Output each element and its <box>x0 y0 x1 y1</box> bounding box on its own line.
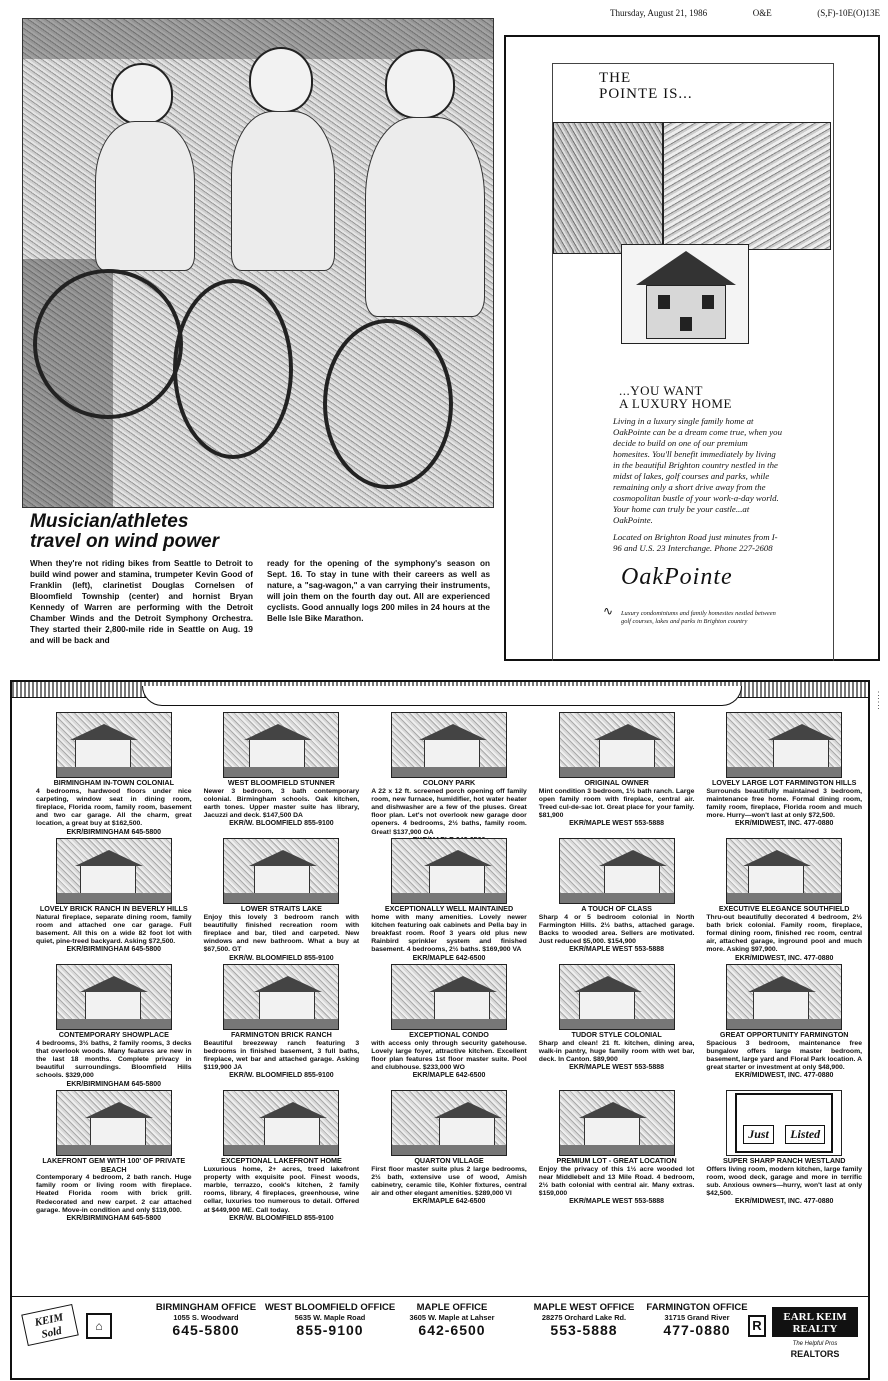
listing-description: 4 bedrooms, hardwood floors under nice carpeting, window seat in dining room, fireplace, Florida room, family room, basement and two car garage. All the charm, great location, a great buy at $162,500. <box>36 787 192 828</box>
listing-card <box>204 838 360 962</box>
header-page: (S,F)-10E(O)13E <box>817 8 880 18</box>
listing-card <box>371 712 527 836</box>
office-farmington <box>642 1303 752 1338</box>
office-name: MAPLE OFFICE <box>416 1302 488 1313</box>
listing-description: Enjoy the privacy of this 1½ acre wooded lot near Middlebelt and 13 Mile Road. 4 bedroom, 2½ bath colonial with central air. Many extras. $159,000 <box>538 1165 695 1198</box>
listing-grid <box>36 712 862 1223</box>
listing-card <box>539 1090 695 1214</box>
decorative-arch <box>142 686 742 706</box>
listing-title: BIRMINGHAM IN-TOWN COLONIAL <box>53 778 175 787</box>
house-photo <box>56 1090 172 1156</box>
house-photo <box>391 964 507 1030</box>
listing-title: A TOUCH OF CLASS <box>581 904 652 913</box>
office-address: 28275 Orchard Lake Rd. <box>541 1313 627 1322</box>
listing-description: Surrounds beautifully maintained 3 bedroom, maintenance free home. Formal dining room, family room, fireplace, Florida room and much more. Hurry—won't last at only $72,500. <box>706 787 862 820</box>
oakpointe-photo-home <box>621 244 749 344</box>
page-header <box>610 8 880 22</box>
listing-description: Offers living room, modern kitchen, large family room, wood deck, garage and more in terrific sub. Anxious owners—hurry, won't last at only $42,500. <box>706 1165 862 1198</box>
oakpointe-logo: OakPointe <box>621 564 733 590</box>
listing-card <box>36 964 192 1088</box>
house-photo <box>726 838 842 904</box>
listing-card <box>539 964 695 1088</box>
listing-title: LOVELY LARGE LOT FARMINGTON HILLS <box>711 778 857 787</box>
listing-description: A 22 x 12 ft. screened porch opening off family room, new furnace, humidifier, hot water heater and dishwasher are a few of the pluses. Great floor plan. Let's not overlook new garage door openers. 4 bedrooms, 2½ baths, family room. Great! $137,900 OA <box>371 787 527 836</box>
sign-just: Just <box>743 1125 774 1144</box>
office-address: 5635 W. Maple Road <box>294 1313 366 1322</box>
oakpointe-subhead-line2: A LUXURY HOME <box>619 396 732 411</box>
listing-description: Sharp and clean! 21 ft. kitchen, dining area, walk-in pantry, huge family room with wet bar, deck. In Canton. $89,900 <box>538 1039 695 1063</box>
flourish-icon: ∿ <box>603 604 614 618</box>
listing-description: Enjoy this lovely 3 bedroom ranch with beautifully finished recreation room with fireplace and bar, tiled and carpeted. New windows and new bathroom. What a buy at $67,500. GT <box>203 913 360 954</box>
house-photo <box>56 838 172 904</box>
listing-office: EKR/MAPLE 642-6500 <box>412 1198 486 1206</box>
oakpointe-subhead-line1: ...YOU WANT <box>619 383 703 398</box>
oakpointe-ad <box>504 35 880 661</box>
story-headline <box>30 512 219 552</box>
listing-card <box>539 838 695 962</box>
realty-ad <box>10 680 870 1380</box>
office-address: 3605 W. Maple at Lahser <box>409 1313 495 1322</box>
listing-office: EKR/MAPLE WEST 553-5888 <box>569 1198 665 1206</box>
house-photo <box>559 838 675 904</box>
listing-card <box>36 838 192 962</box>
house-photo <box>391 1090 507 1156</box>
office-name: BIRMINGHAM OFFICE <box>155 1302 257 1313</box>
house-photo <box>223 838 339 904</box>
office-maple-west <box>514 1303 654 1338</box>
earl-keim-logo: EARL KEIM REALTY <box>772 1307 858 1337</box>
equal-housing-icon: ⌂ <box>86 1313 112 1339</box>
listing-description: Spacious 3 bedroom, maintenance free bungalow offers large master bedroom, basement, large yard and Floral Park location. A great starter or investment at only $48,900. <box>706 1039 862 1072</box>
listing-description: Contemporary 4 bedroom, 2 bath ranch. Huge family room or living room with fireplace. Heated Florida room with brick grill. Redecorated and new carpet. 2 car attached garage. Move-in condition and only $119,000. <box>36 1174 192 1214</box>
house-photo <box>223 964 339 1030</box>
house-photo <box>391 838 507 904</box>
office-name: WEST BLOOMFIELD OFFICE <box>264 1302 396 1313</box>
story-headline-line1: Musician/athletes <box>30 511 189 532</box>
listing-office: EKR/BIRMINGHAM 645-5800 <box>66 1215 162 1223</box>
office-phone: 477-0880 <box>663 1322 731 1338</box>
realtor-logo-icon: R <box>748 1315 766 1337</box>
oakpointe-frame <box>552 63 834 661</box>
listing-description: Thru-out beautifully decorated 4 bedroom, 2½ bath brick colonial. Family room, fireplace, formal dining room, finished rec room, central air, attached garage, inground pool and much more. Asking $97,900. <box>706 913 862 954</box>
house-photo <box>726 964 842 1030</box>
listing-title: EXECUTIVE ELEGANCE SOUTHFIELD <box>718 904 850 913</box>
house-photo <box>56 964 172 1030</box>
listing-card <box>706 1090 862 1214</box>
listing-title: WEST BLOOMFIELD STUNNER <box>227 778 335 787</box>
listing-card <box>539 712 695 836</box>
listing-description: Sharp 4 or 5 bedroom colonial in North Farmington Hills. 2½ baths, attached garage. Backs to wooded area. Sellers are motivated. Just reduced $5,000. $154,900 <box>538 913 695 946</box>
oakpointe-photo-golf <box>553 122 663 254</box>
listing-office: EKR/W. BLOOMFIELD 855-9100 <box>229 1214 334 1222</box>
story-headline-line2: travel on wind power <box>30 531 219 552</box>
oakpointe-the: THE <box>599 70 632 86</box>
listing-card <box>204 712 360 836</box>
listing-title: EXCEPTIONAL CONDO <box>409 1030 489 1039</box>
listing-card <box>204 964 360 1088</box>
listing-description: with access only through security gatehouse. Lovely large foyer, attractive kitchen. Excellent floor plan features 1st floor master suite. Pool and clubhouse. $233,000 WO <box>371 1039 527 1072</box>
listing-office: EKR/MIDWEST, INC. 477-0880 <box>734 1072 834 1080</box>
listing-office: EKR/MIDWEST, INC. 477-0880 <box>734 954 834 962</box>
office-footer <box>12 1296 868 1372</box>
listing-title: QUARTON VILLAGE <box>414 1156 484 1165</box>
listing-office: EKR/MAPLE 642-6500 <box>412 954 486 962</box>
listing-card <box>203 1090 360 1222</box>
oakpointe-headline <box>599 70 693 102</box>
office-address: 1055 S. Woodward <box>173 1313 239 1322</box>
listing-title: SUPER SHARP RANCH WESTLAND <box>722 1156 846 1165</box>
listing-description: First floor master suite plus 2 large bedrooms, 2½ bath, extensive use of wood, Amish cabinetry, ceramic tile, Kohler fixtures, central air and other elegant amenities. $289,000 VI <box>371 1165 527 1198</box>
oakpointe-body: Living in a luxury single family home at OakPointe can be a dream come true, when you decide to build on one of our premium homesites. You'll benefit immediately by living in the beautiful Brighton country nestled in the midst of lakes, golf courses and parks, while remaining only a short drive away from the cosmopolitan bustle of your work-a-day world. Your home can truly be your castle...at OakPointe. <box>613 416 782 525</box>
listing-card <box>36 712 192 836</box>
listing-office: EKR/BIRMINGHAM 645-5800 <box>66 946 162 954</box>
oakpointe-subhead <box>619 384 732 410</box>
listing-description: Beautiful breezeway ranch featuring 3 bedrooms in finished basement, 3 full baths, fireplace, wet bar and attached garage. Asking $119,900 JA <box>203 1039 360 1072</box>
listing-office: EKR/W. BLOOMFIELD 855-9100 <box>229 954 334 962</box>
listing-card <box>706 964 862 1088</box>
just-listed-sign-icon <box>735 1093 833 1153</box>
header-date: Thursday, August 21, 1986 <box>610 8 708 18</box>
listing-card <box>706 838 862 962</box>
oakpointe-pointe-is: POINTE IS... <box>599 86 693 102</box>
listing-card <box>371 964 527 1088</box>
listing-office: EKR/W. BLOOMFIELD 855-9100 <box>229 820 334 828</box>
listing-title: LAKEFRONT GEM WITH 100' OF PRIVATE BEACH <box>42 1156 186 1174</box>
listing-office: EKR/W. BLOOMFIELD 855-9100 <box>229 1072 334 1080</box>
sold-badge-icon: KEIM Sold <box>21 1304 79 1346</box>
listing-title: LOVELY BRICK RANCH IN BEVERLY HILLS <box>39 904 188 913</box>
oakpointe-copy <box>613 416 783 554</box>
office-address: 31715 Grand River <box>664 1313 730 1322</box>
listing-description: Luxurious home, 2+ acres, treed lakefront property with exquisite pool. Finest woods, marble, terrazzo, cook's kitchen, 2 family rooms, library, 4 fireplaces, greenhouse, wine cellar, luxuries too numerous to detail. Offered at $449,900 ME. Call today. <box>203 1165 360 1214</box>
story-column-2: ready for the opening of the symphony's season on Sept. 16. To stay in tune with their careers as well as nature, a "sag-wagon," a van carrying their instruments, will join them on the fourth day out. All are experienced cyclists. Good annually logs 200 miles in 24 hours at the Belle Isle Bike Marathon. <box>267 559 490 623</box>
office-phone: 553-5888 <box>550 1322 618 1338</box>
listing-title: PREMIUM LOT - GREAT LOCATION <box>556 1156 677 1165</box>
oakpointe-location: Located on Brighton Road just minutes from I-96 and U.S. 23 Interchange. Phone 227-2608 <box>613 532 778 553</box>
story-body <box>30 558 490 646</box>
house-photo <box>223 1090 339 1156</box>
realtors-label: REALTORS <box>790 1349 840 1359</box>
listing-card <box>371 838 527 962</box>
listing-description: 4 bedrooms, 3½ baths, 2 family rooms, 3 decks that overlook woods. Many features are new in the last 18 months. Complete privacy in beautiful surroundings. Bloomfield Hills schools. $329,000 <box>36 1039 192 1080</box>
office-maple <box>382 1303 522 1338</box>
listing-office: EKR/MAPLE 642-6500 <box>412 1072 486 1080</box>
listing-card <box>706 712 862 836</box>
listing-description: home with many amenities. Lovely newer kitchen featuring oak cabinets and Pella bay in breakfast room. Roof 3 years old plus new Rainbird sprinkler system and finished basement. 4 bedrooms, 2½ baths. $169,900 VA <box>371 913 527 954</box>
header-edition: O&E <box>752 8 772 18</box>
listing-card <box>36 1090 192 1223</box>
listing-title: CONTEMPORARY SHOWPLACE <box>58 1030 169 1039</box>
house-photo <box>56 712 172 778</box>
house-photo <box>726 1090 842 1156</box>
office-name: FARMINGTON OFFICE <box>646 1302 748 1313</box>
listing-title: GREAT OPPORTUNITY FARMINGTON <box>719 1030 849 1039</box>
house-photo <box>559 712 675 778</box>
office-phone: 642-6500 <box>418 1322 486 1338</box>
margin-speckle: ⋮ ⋮ <box>874 690 883 710</box>
listing-office: EKR/BIRMINGHAM 645-5800 <box>66 1080 162 1088</box>
listing-card <box>371 1090 527 1214</box>
house-photo <box>726 712 842 778</box>
listing-description: Natural fireplace, separate dining room, family room and attached one car garage. Full basement. All this on a wide 82 foot lot with quiet, pine-treed backyard. Asking $72,500. <box>36 913 192 946</box>
house-photo <box>559 1090 675 1156</box>
office-name: MAPLE WEST OFFICE <box>533 1302 635 1313</box>
listing-title: LOWER STRAITS LAKE <box>240 904 322 913</box>
house-photo <box>559 964 675 1030</box>
listing-title: COLONY PARK <box>422 778 476 787</box>
sign-listed: Listed <box>785 1125 825 1144</box>
listing-office: EKR/MAPLE WEST 553-5888 <box>569 946 665 954</box>
listing-description: Mint condition 3 bedroom, 1½ bath ranch. Large open family room with fireplace, central air. Treed cul-de-sac lot. Great place for your family. $81,900 <box>538 787 695 820</box>
listing-title: EXCEPTIONAL LAKEFRONT HOME <box>220 1156 342 1165</box>
house-photo <box>391 712 507 778</box>
house-photo <box>223 712 339 778</box>
oakpointe-photo-lake <box>663 122 831 250</box>
listing-office: EKR/MIDWEST, INC. 477-0880 <box>734 820 834 828</box>
listing-office: EKR/MIDWEST, INC. 477-0880 <box>734 1198 834 1206</box>
listing-description: Newer 3 bedroom, 3 bath contemporary colonial. Birmingham schools. Oak kitchen, earth tones. Upper master suite has library, Jacuzzi and deck. $147,500 DA <box>203 787 360 820</box>
listing-title: TUDOR STYLE COLONIAL <box>571 1030 662 1039</box>
earl-keim-slogan: The Helpful Pros <box>792 1341 838 1347</box>
cyclists-photo <box>22 18 494 508</box>
listing-office: EKR/MAPLE WEST 553-5888 <box>569 1064 665 1072</box>
office-phone: 855-9100 <box>296 1322 364 1338</box>
oakpointe-tagline: Luxury condominiums and family homesites nestled between golf courses, lakes and parks in Brighton country <box>621 610 776 625</box>
listing-office: EKR/BIRMINGHAM 645-5800 <box>66 828 162 836</box>
story-column-1: When they're not riding bikes from Seattle to Detroit to build wind power and stamina, trumpeter Kevin Good of Franklin (left), clarinetist Douglas Cornelsen of Bloomfield Township (center) and hornist Bryan Kennedy of Warren are performing with the Detroit Chamber Winds and the Detroit Symphony Orchestra. They started their 2,800-mile ride in Seattle on Aug. 19 and will be back and <box>30 559 253 645</box>
listing-title: FARMINGTON BRICK RANCH <box>230 1030 332 1039</box>
photo-story <box>22 18 494 645</box>
listing-office: EKR/MAPLE WEST 553-5888 <box>569 820 665 828</box>
office-phone: 645-5800 <box>172 1322 240 1338</box>
office-west-bloomfield <box>260 1303 400 1338</box>
listing-title: EXCEPTIONALLY WELL MAINTAINED <box>384 904 514 913</box>
listing-title: ORIGINAL OWNER <box>584 778 649 787</box>
office-birmingham <box>136 1303 276 1338</box>
